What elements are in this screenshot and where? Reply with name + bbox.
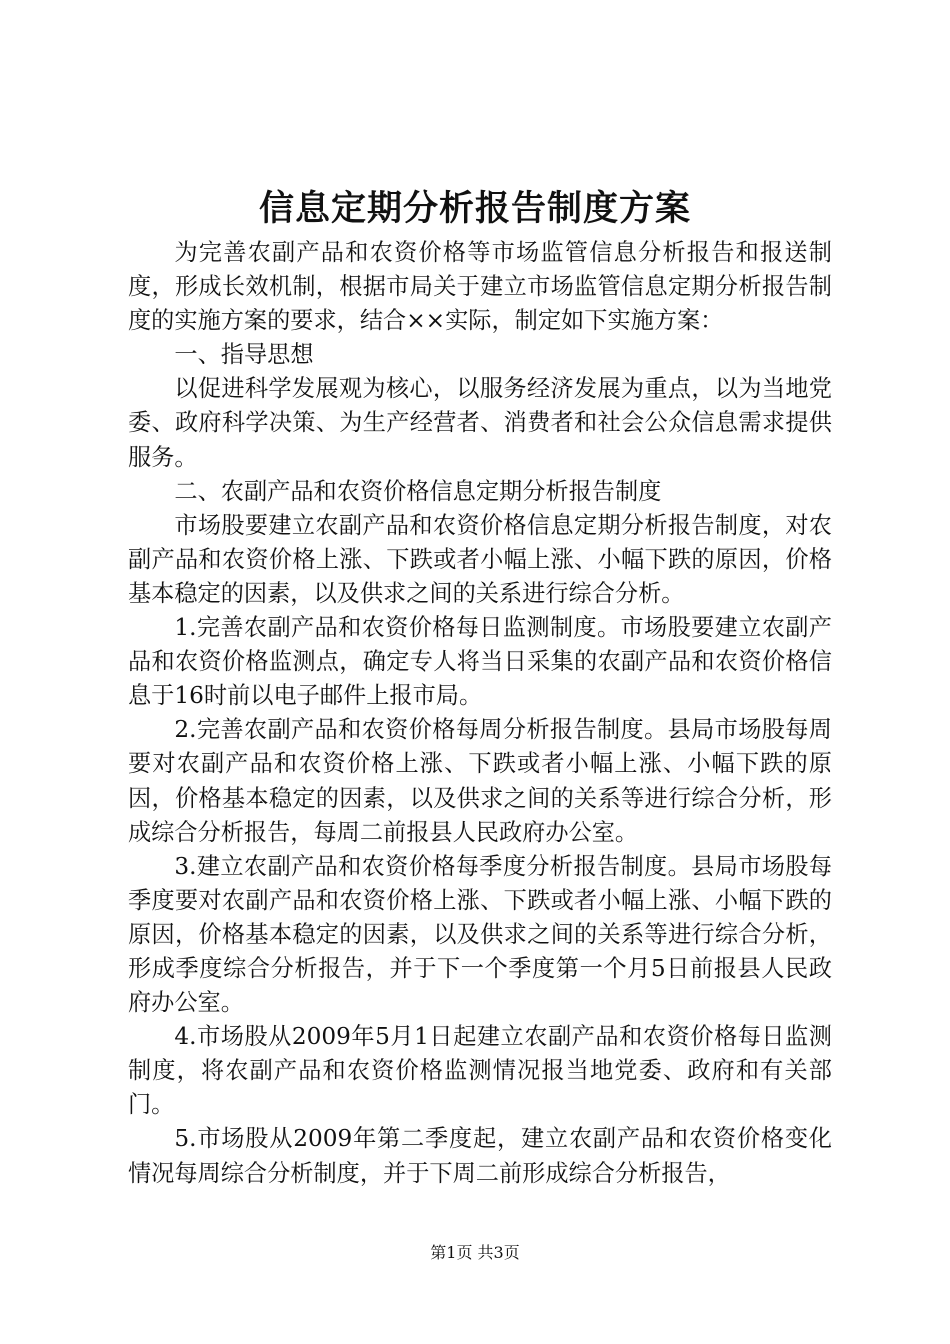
list-item-1: 1.完善农副产品和农资价格每日监测制度。市场股要建立农副产品和农资价格监测点，确定专人将当日采集的农副产品和农资价格信息于16时前以电子邮件上报市局。 (128, 614, 832, 710)
paragraph-intro: 为完善农副产品和农资价格等市场监管信息分析报告和报送制度，形成长效机制，根据市局关于建立市场监管信息定期分析报告制度的实施方案的要求，结合××实际，制定如下实施方案： (128, 239, 832, 335)
page-number-footer: 第1页 共3页 (430, 1243, 520, 1262)
paragraph-price-info-system: 市场股要建立农副产品和农资价格信息定期分析报告制度，对农副产品和农资价格上涨、下跌或者小幅上涨、小幅下跌的原因，价格基本稳定的因素，以及供求之间的关系进行综合分析。 (128, 511, 832, 607)
paragraph-guiding-ideology: 以促进科学发展观为核心，以服务经济发展为重点，以为当地党委、政府科学决策、为生产经营者、消费者和社会公众信息需求提供服务。 (128, 375, 832, 471)
heading-guiding-ideology: 一、指导思想 (174, 341, 314, 369)
document-title: 信息定期分析报告制度方案 (258, 188, 691, 229)
document-body (128, 236, 832, 1191)
list-item-5: 5.市场股从2009年第二季度起，建立农副产品和农资价格变化情况每周综合分析制度，并于下周二前形成综合分析报告， (128, 1125, 832, 1187)
list-item-2: 2.完善农副产品和农资价格每周分析报告制度。县局市场股每周要对农副产品和农资价格上涨、下跌或者小幅上涨、小幅下跌的原因，价格基本稳定的因素，以及供求之间的关系等进行综合分析，形成综合分析报告，每周二前报县人民政府办公室。 (128, 716, 832, 846)
heading-price-info-system: 二、农副产品和农资价格信息定期分析报告制度 (174, 477, 662, 505)
list-item-3: 3.建立农副产品和农资价格每季度分析报告制度。县局市场股每季度要对农副产品和农资价格上涨、下跌或者小幅上涨、小幅下跌的原因，价格基本稳定的因素，以及供求之间的关系等进行综合分析，形成季度综合分析报告，并于下一个季度第一个月5日前报县人民政府办公室。 (128, 852, 832, 1017)
list-item-4: 4.市场股从2009年5月1日起建立农副产品和农资价格每日监测制度，将农副产品和农资价格监测情况报当地党委、政府和有关部门。 (128, 1023, 832, 1119)
